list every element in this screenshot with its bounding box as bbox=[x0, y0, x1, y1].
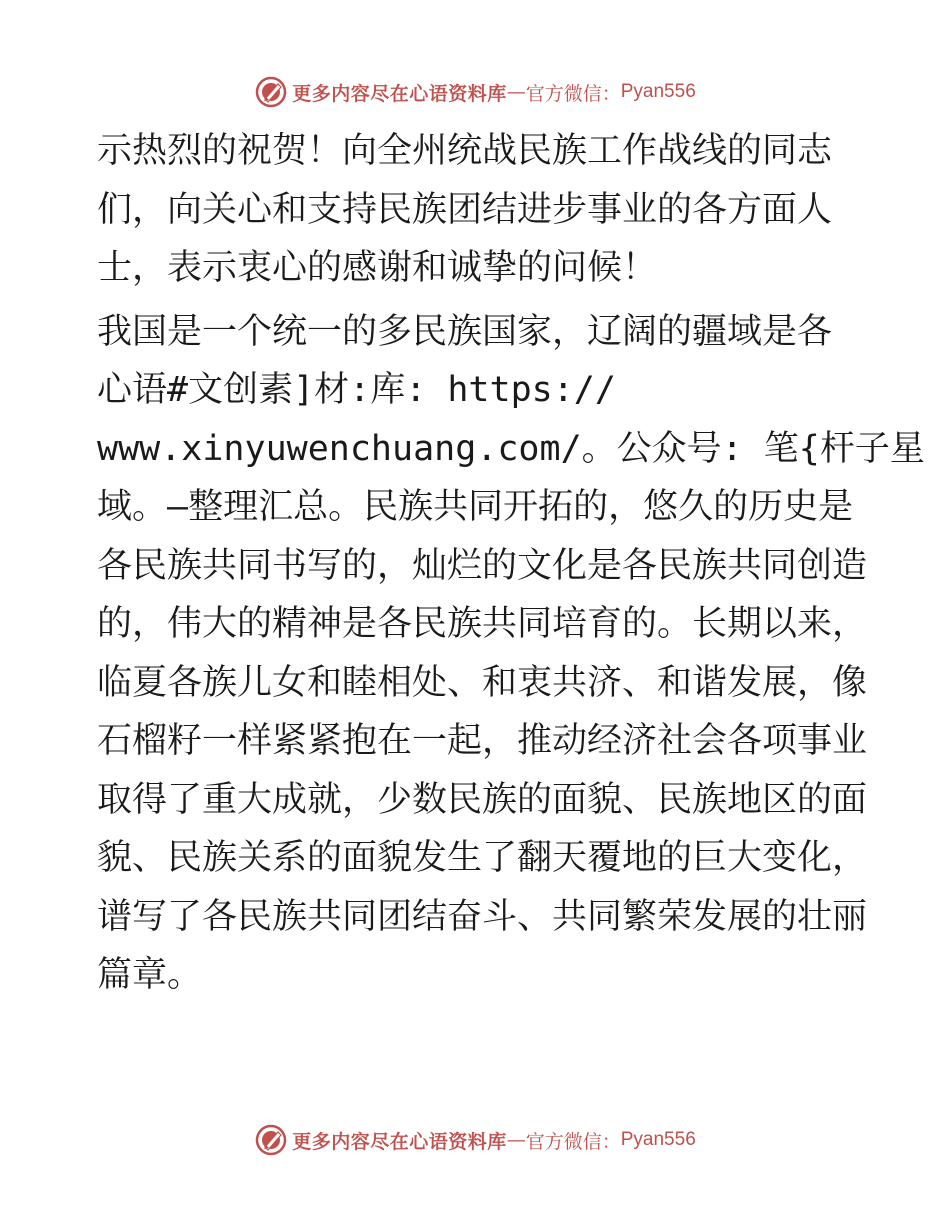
header-wechat-handle: Pyan556 bbox=[620, 81, 696, 102]
footer-dash: — bbox=[506, 1129, 526, 1151]
text-line: 示热烈的祝贺！向全州统战民族工作战线的同志 bbox=[97, 131, 833, 171]
pen-logo-icon bbox=[254, 75, 288, 109]
text-line: 们，向关心和支持民族团结进步事业的各方面人 bbox=[97, 189, 833, 230]
header-brand-text: 更多内容尽在心语资料库 bbox=[292, 82, 507, 105]
footer-brand-text: 更多内容尽在心语资料库 bbox=[292, 1130, 507, 1153]
text-line: 谱写了各民族共同团结奋斗、共同繁荣发展的壮丽 bbox=[97, 896, 868, 937]
text-line: 篇章。 bbox=[97, 955, 203, 995]
text-line: 貌、民族关系的面貌发生了翻天覆地的巨大变化， bbox=[97, 838, 868, 878]
header-banner bbox=[0, 72, 950, 112]
text-line: 石榴籽一样紧紧抱在一起，推动经济社会各项事业 bbox=[97, 721, 868, 761]
text-line: 的，伟大的精神是各民族共同培育的。长期以来， bbox=[97, 604, 868, 644]
text-line: 取得了重大成就，少数民族的面貌、民族地区的面 bbox=[97, 779, 868, 820]
text-line: 域。—整理汇总。民族共同开拓的，悠久的历史是 bbox=[97, 487, 854, 527]
header-wechat-label: 官方微信： bbox=[525, 82, 621, 105]
header-dash: — bbox=[506, 81, 526, 103]
text-line: 士，表示衷心的感谢和诚挚的问候！ bbox=[97, 248, 658, 288]
pen-logo-icon bbox=[254, 1123, 288, 1157]
footer-banner bbox=[0, 1120, 950, 1160]
text-line: 临夏各族儿女和睦相处、和衷共济、和谐发展，像 bbox=[97, 662, 868, 703]
footer-wechat-handle: Pyan556 bbox=[620, 1129, 696, 1150]
text-line: www.xinyuwenchuang.com/。公众号: 笔{杆子星 bbox=[97, 428, 925, 469]
text-line: 我国是一个统一的多民族国家，辽阔的疆域是各 bbox=[97, 311, 833, 352]
text-line: 各民族共同书写的，灿烂的文化是各民族共同创造 bbox=[97, 545, 868, 586]
paragraph-1 bbox=[97, 122, 857, 298]
document-body bbox=[97, 122, 925, 1005]
paragraph-2 bbox=[97, 303, 925, 1005]
text-line: 心语#文创素]材:库: https:// bbox=[97, 370, 616, 410]
footer-wechat-label: 官方微信： bbox=[525, 1130, 621, 1153]
